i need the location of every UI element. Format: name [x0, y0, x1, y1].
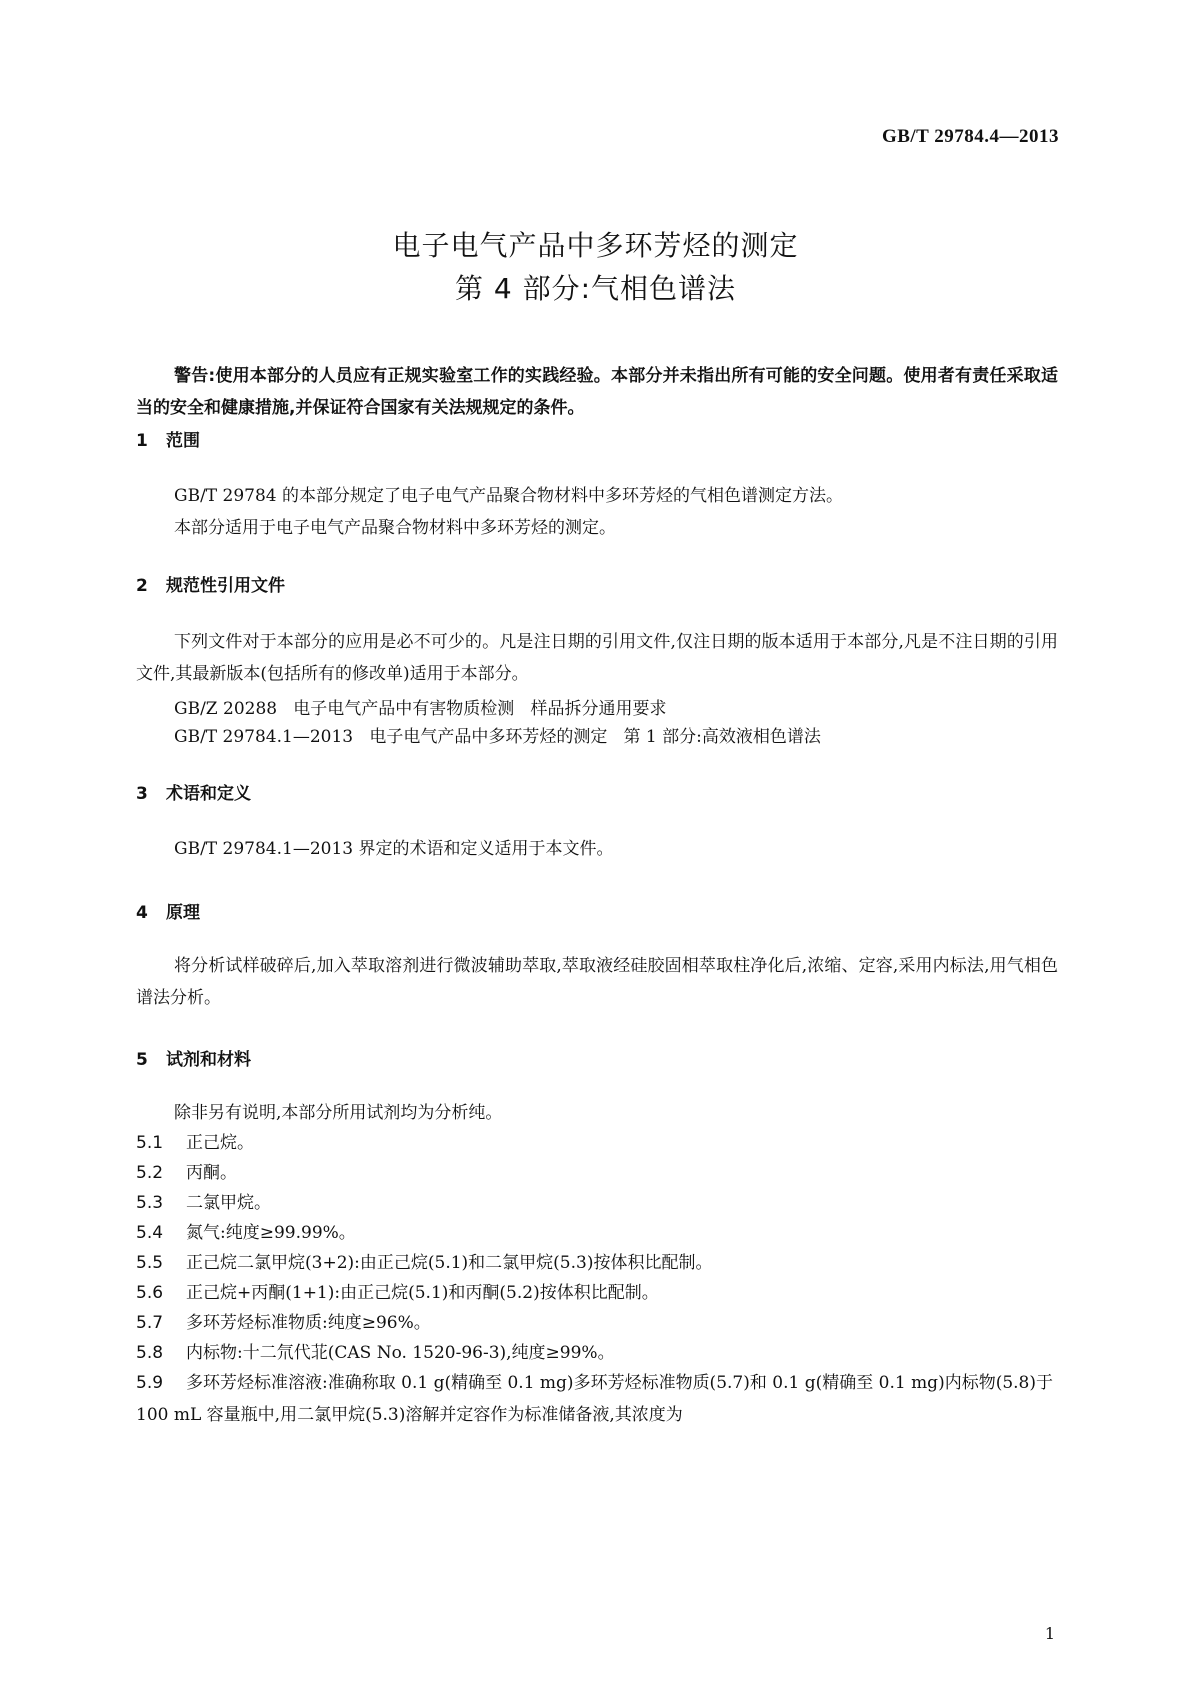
section-number: 1 [136, 431, 148, 451]
section-number: 3 [136, 784, 148, 804]
section-3-heading [136, 779, 251, 804]
document-title [0, 224, 1191, 310]
section-1-heading [136, 426, 200, 451]
list-item [136, 1367, 1058, 1431]
item-number: 5.9 [136, 1373, 164, 1393]
item-text: 多环芳烃标准物质:纯度≥96%。 [186, 1313, 431, 1333]
item-text: 氮气:纯度≥99.99%。 [186, 1223, 356, 1243]
reference-item: GB/Z 20288 电子电气产品中有害物质检测 样品拆分通用要求 [174, 699, 667, 719]
section-title: 试剂和材料 [166, 1050, 251, 1070]
title-line-2: 第 4 部分:气相色谱法 [454, 272, 737, 305]
list-item [136, 1217, 1058, 1249]
item-number: 5.3 [136, 1193, 164, 1213]
item-number: 5.4 [136, 1223, 164, 1243]
item-text: 丙酮。 [186, 1163, 237, 1183]
section-1-paragraph-2: 本部分适用于电子电气产品聚合物材料中多环芳烃的测定。 [174, 518, 616, 538]
section-5-intro: 除非另有说明,本部分所用试剂均为分析纯。 [174, 1103, 503, 1123]
list-item [136, 1157, 1058, 1189]
list-item [136, 1247, 1058, 1279]
section-number: 4 [136, 903, 148, 923]
item-text: 多环芳烃标准溶液:准确称取 0.1 g(精确至 0.1 mg)多环芳烃标准物质(5.7)和 0.1 g(精确至 0.1 mg)内标物(5.8)于 100 mL 容量瓶中,用二氯甲烷(5.3)溶解并定容作为标准储备液,其浓度为 [136, 1373, 1053, 1425]
item-number: 5.7 [136, 1313, 164, 1333]
section-2-heading [136, 571, 285, 596]
item-text: 内标物:十二氘代苝(CAS No. 1520-96-3),纯度≥99%。 [186, 1343, 615, 1363]
section-4-paragraph-1: 将分析试样破碎后,加入萃取溶剂进行微波辅助萃取,萃取液经硅胶固相萃取柱净化后,浓缩、定容,采用内标法,用气相色谱法分析。 [136, 956, 1058, 1008]
reference-item: GB/T 29784.1—2013 电子电气产品中多环芳烃的测定 第 1 部分:高效液相色谱法 [174, 727, 821, 747]
item-number: 5.2 [136, 1163, 164, 1183]
list-item [136, 1307, 1058, 1339]
list-item [136, 1187, 1058, 1219]
list-item [136, 1127, 1058, 1159]
item-number: 5.5 [136, 1253, 164, 1273]
section-title: 术语和定义 [166, 784, 251, 804]
section-number: 2 [136, 576, 148, 596]
section-title: 规范性引用文件 [166, 576, 285, 596]
list-item [136, 1337, 1058, 1369]
page-number: 1 [1044, 1624, 1055, 1643]
warning-paragraph: 警告:使用本部分的人员应有正规实验室工作的实践经验。本部分并未指出所有可能的安全问题。使用者有责任采取适当的安全和健康措施,并保证符合国家有关法规规定的条件。 [136, 366, 1058, 418]
section-4-heading [136, 898, 200, 923]
title-line-1: 电子电气产品中多环芳烃的测定 [392, 229, 799, 262]
item-number: 5.1 [136, 1133, 164, 1153]
section-1-paragraph-1: GB/T 29784 的本部分规定了电子电气产品聚合物材料中多环芳烃的气相色谱测定方法。 [174, 486, 844, 506]
item-text: 二氯甲烷。 [186, 1193, 271, 1213]
section-2-paragraph-1: 下列文件对于本部分的应用是必不可少的。凡是注日期的引用文件,仅注日期的版本适用于本部分,凡是不注日期的引用文件,其最新版本(包括所有的修改单)适用于本部分。 [136, 632, 1058, 684]
item-text: 正己烷二氯甲烷(3+2):由正己烷(5.1)和二氯甲烷(5.3)按体积比配制。 [186, 1253, 713, 1273]
standard-code: GB/T 29784.4—2013 [881, 126, 1059, 147]
section-title: 原理 [166, 903, 200, 923]
item-number: 5.8 [136, 1343, 164, 1363]
item-text: 正己烷+丙酮(1+1):由正己烷(5.1)和丙酮(5.2)按体积比配制。 [186, 1283, 659, 1303]
list-item [136, 1277, 1058, 1309]
item-text: 正己烷。 [186, 1133, 254, 1153]
section-3-paragraph-1: GB/T 29784.1—2013 界定的术语和定义适用于本文件。 [174, 839, 614, 859]
section-number: 5 [136, 1050, 148, 1070]
section-5-heading [136, 1045, 251, 1070]
section-title: 范围 [166, 431, 200, 451]
item-number: 5.6 [136, 1283, 164, 1303]
